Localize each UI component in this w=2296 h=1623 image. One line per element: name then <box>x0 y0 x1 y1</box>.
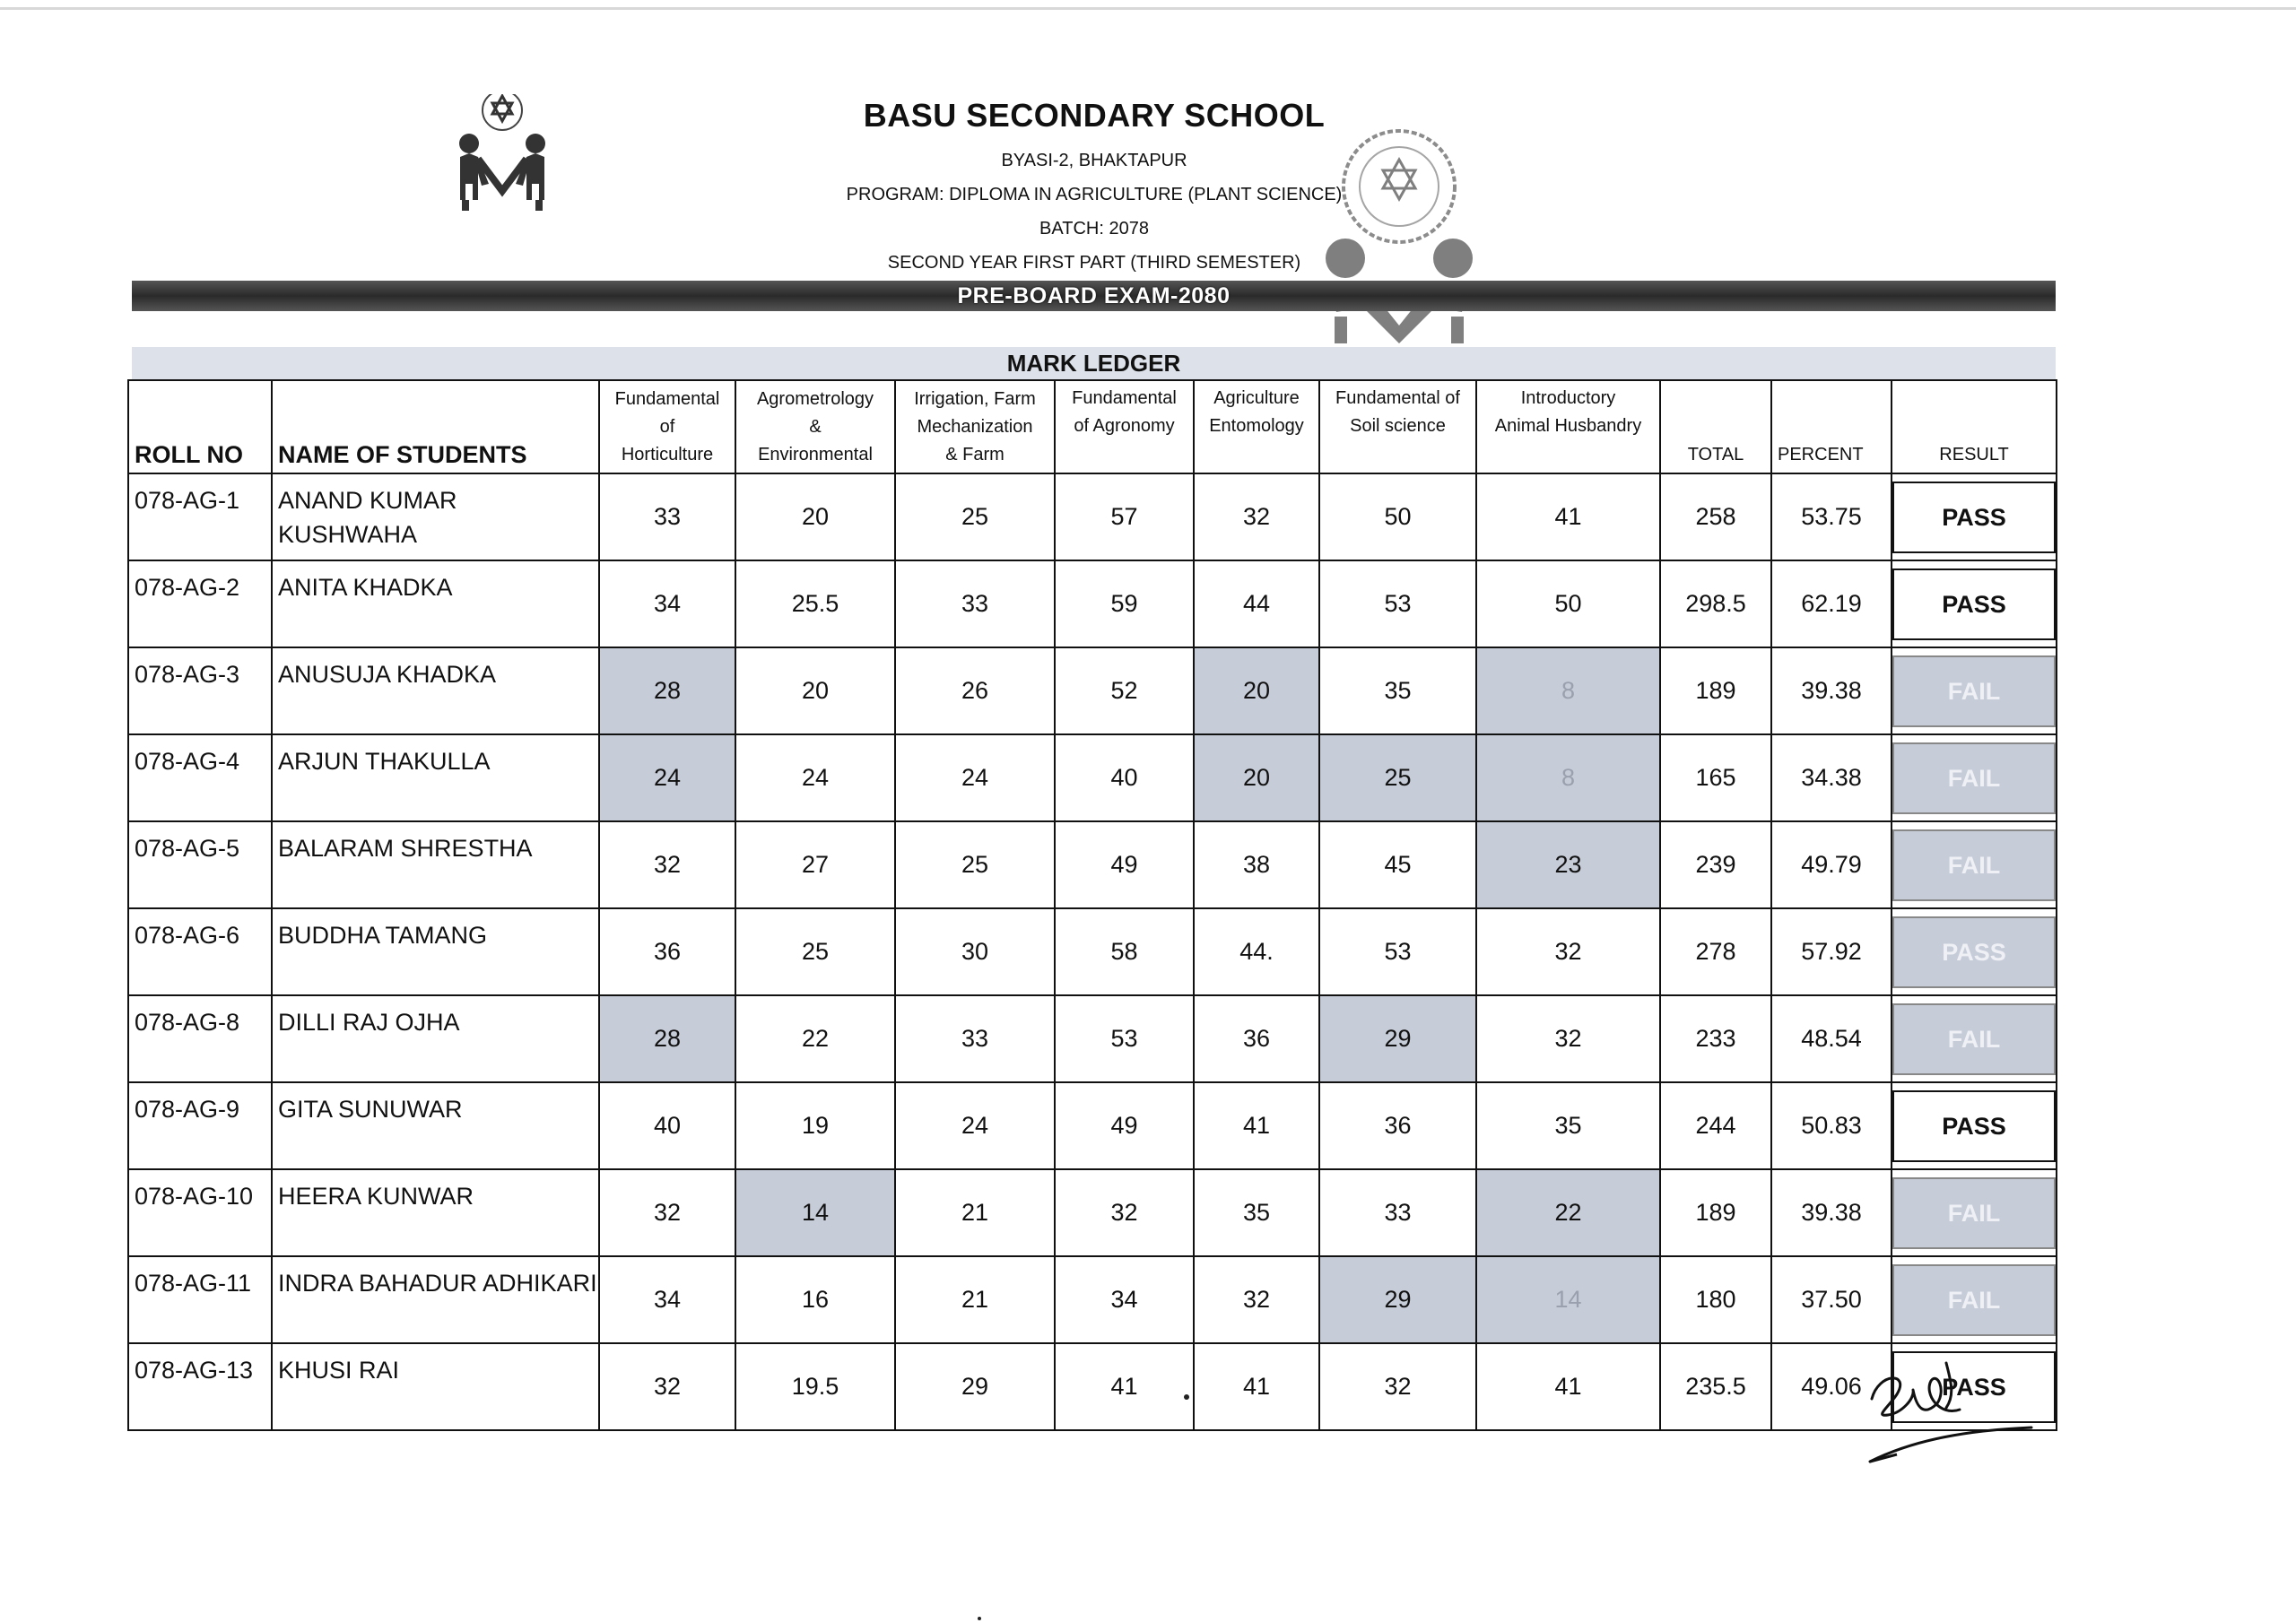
mark-cell-subject-5: 44. <box>1194 908 1319 995</box>
header-percent: PERCENT <box>1771 380 1892 473</box>
table-row <box>128 734 2057 821</box>
mark-cell-subject-1: 28 <box>599 995 735 1082</box>
mark-cell-subject-1: 32 <box>599 821 735 908</box>
scan-speck <box>978 1617 981 1620</box>
mark-cell-subject-4: 34 <box>1055 1256 1194 1343</box>
roll-number-cell: 078-AG-13 <box>128 1343 272 1430</box>
percent-cell: 57.92 <box>1771 908 1892 995</box>
mark-cell-subject-2: 24 <box>735 734 895 821</box>
school-logo-icon <box>453 94 552 213</box>
mark-cell-subject-2: 19 <box>735 1082 895 1169</box>
scan-top-edge <box>0 7 2296 10</box>
result-cell <box>1892 1256 2057 1343</box>
result-badge: PASS <box>1892 1090 2056 1162</box>
mark-cell-subject-5: 41 <box>1194 1082 1319 1169</box>
ledger-title: MARK LEDGER <box>132 347 2056 379</box>
result-cell <box>1892 1169 2057 1256</box>
roll-number-cell: 078-AG-3 <box>128 647 272 734</box>
mark-cell-subject-3: 33 <box>895 995 1055 1082</box>
header-name: NAME OF STUDENTS <box>272 380 599 473</box>
mark-cell-subject-7: 22 <box>1476 1169 1660 1256</box>
total-cell: 235.5 <box>1660 1343 1771 1430</box>
mark-cell-subject-6: 50 <box>1319 473 1476 560</box>
mark-cell-subject-2: 25.5 <box>735 560 895 647</box>
roll-number-cell: 078-AG-4 <box>128 734 272 821</box>
result-badge: FAIL <box>1892 829 2056 901</box>
table-row <box>128 1169 2057 1256</box>
mark-cell-subject-6: 53 <box>1319 908 1476 995</box>
mark-cell-subject-7: 23 <box>1476 821 1660 908</box>
percent-cell: 37.50 <box>1771 1256 1892 1343</box>
total-cell: 258 <box>1660 473 1771 560</box>
result-cell <box>1892 821 2057 908</box>
percent-cell: 50.83 <box>1771 1082 1892 1169</box>
result-cell <box>1892 560 2057 647</box>
student-name-cell: GITA SUNUWAR <box>272 1082 599 1169</box>
percent-cell: 49.06 <box>1771 1343 1892 1430</box>
header-result: RESULT <box>1892 380 2057 473</box>
total-cell: 233 <box>1660 995 1771 1082</box>
mark-cell-subject-3: 24 <box>895 1082 1055 1169</box>
mark-cell-subject-5: 44 <box>1194 560 1319 647</box>
student-name-cell: BALARAM SHRESTHA <box>272 821 599 908</box>
mark-cell-subject-2: 27 <box>735 821 895 908</box>
program-line: PROGRAM: DIPLOMA IN AGRICULTURE (PLANT SCIENCE) <box>846 185 1343 204</box>
mark-cell-subject-4: 58 <box>1055 908 1194 995</box>
total-cell: 298.5 <box>1660 560 1771 647</box>
roll-number-cell: 078-AG-6 <box>128 908 272 995</box>
mark-cell-subject-5: 41 <box>1194 1343 1319 1430</box>
mark-cell-subject-2: 20 <box>735 473 895 560</box>
mark-cell-subject-5: 35 <box>1194 1169 1319 1256</box>
total-cell: 189 <box>1660 1169 1771 1256</box>
mark-cell-subject-4: 32 <box>1055 1169 1194 1256</box>
mark-cell-subject-3: 26 <box>895 647 1055 734</box>
student-name-cell: KHUSI RAI <box>272 1343 599 1430</box>
mark-cell-subject-6: 53 <box>1319 560 1476 647</box>
percent-cell: 34.38 <box>1771 734 1892 821</box>
student-name-cell: DILLI RAJ OJHA <box>272 995 599 1082</box>
mark-ledger-table <box>127 379 2057 1431</box>
roll-number-cell: 078-AG-8 <box>128 995 272 1082</box>
result-badge: FAIL <box>1892 1264 2056 1336</box>
header-subject-1: Fundamental of Horticulture <box>599 380 735 473</box>
school-stamp-icon <box>1309 124 1489 348</box>
mark-cell-subject-1: 32 <box>599 1343 735 1430</box>
mark-cell-subject-4: 53 <box>1055 995 1194 1082</box>
total-cell: 189 <box>1660 647 1771 734</box>
mark-cell-subject-1: 40 <box>599 1082 735 1169</box>
percent-cell: 39.38 <box>1771 1169 1892 1256</box>
mark-cell-subject-6: 29 <box>1319 995 1476 1082</box>
mark-cell-subject-6: 45 <box>1319 821 1476 908</box>
result-cell <box>1892 647 2057 734</box>
student-name-cell: BUDDHA TAMANG <box>272 908 599 995</box>
roll-number-cell: 078-AG-9 <box>128 1082 272 1169</box>
student-name-cell: INDRA BAHADUR ADHIKARI <box>272 1256 599 1343</box>
student-name-cell: ANUSUJA KHADKA <box>272 647 599 734</box>
total-cell: 239 <box>1660 821 1771 908</box>
mark-cell-subject-1: 36 <box>599 908 735 995</box>
mark-cell-subject-2: 25 <box>735 908 895 995</box>
table-row <box>128 560 2057 647</box>
result-badge: PASS <box>1892 916 2056 988</box>
mark-cell-subject-5: 32 <box>1194 1256 1319 1343</box>
table-row <box>128 1082 2057 1169</box>
mark-cell-subject-3: 33 <box>895 560 1055 647</box>
scan-speck <box>1184 1394 1189 1400</box>
mark-cell-subject-1: 32 <box>599 1169 735 1256</box>
header-subject-5: Agriculture Entomology <box>1194 380 1319 473</box>
mark-cell-subject-4: 59 <box>1055 560 1194 647</box>
mark-cell-subject-7: 50 <box>1476 560 1660 647</box>
student-name-cell: ANITA KHADKA <box>272 560 599 647</box>
mark-cell-subject-1: 24 <box>599 734 735 821</box>
student-name-cell: ANAND KUMAR KUSHWAHA <box>272 473 599 560</box>
table-row <box>128 908 2057 995</box>
header-subject-6: Fundamental of Soil science <box>1319 380 1476 473</box>
table-row <box>128 473 2057 560</box>
result-cell <box>1892 1082 2057 1169</box>
mark-cell-subject-4: 40 <box>1055 734 1194 821</box>
mark-cell-subject-3: 25 <box>895 473 1055 560</box>
mark-cell-subject-2: 19.5 <box>735 1343 895 1430</box>
mark-cell-subject-1: 34 <box>599 1256 735 1343</box>
roll-number-cell: 078-AG-11 <box>128 1256 272 1343</box>
mark-cell-subject-2: 16 <box>735 1256 895 1343</box>
result-badge: PASS <box>1892 1351 2056 1423</box>
mark-cell-subject-4: 49 <box>1055 1082 1194 1169</box>
table-row <box>128 1343 2057 1430</box>
exam-title: PRE-BOARD EXAM-2080 <box>957 283 1231 308</box>
school-name: BASU SECONDARY SCHOOL <box>863 97 1326 134</box>
mark-cell-subject-3: 21 <box>895 1169 1055 1256</box>
percent-cell: 53.75 <box>1771 473 1892 560</box>
student-name-cell: ARJUN THAKULLA <box>272 734 599 821</box>
result-badge: FAIL <box>1892 742 2056 814</box>
percent-cell: 39.38 <box>1771 647 1892 734</box>
batch-line: BATCH: 2078 <box>1039 219 1149 239</box>
mark-cell-subject-7: 8 <box>1476 734 1660 821</box>
mark-cell-subject-5: 32 <box>1194 473 1319 560</box>
mark-cell-subject-5: 36 <box>1194 995 1319 1082</box>
mark-cell-subject-7: 32 <box>1476 908 1660 995</box>
mark-cell-subject-3: 25 <box>895 821 1055 908</box>
mark-cell-subject-5: 20 <box>1194 647 1319 734</box>
percent-cell: 48.54 <box>1771 995 1892 1082</box>
table-row <box>128 821 2057 908</box>
total-cell: 244 <box>1660 1082 1771 1169</box>
header-subject-2: Agrometrology & Environmental <box>735 380 895 473</box>
mark-cell-subject-7: 41 <box>1476 473 1660 560</box>
mark-cell-subject-6: 29 <box>1319 1256 1476 1343</box>
mark-cell-subject-1: 33 <box>599 473 735 560</box>
table-header-row <box>128 380 2057 473</box>
header-total: TOTAL <box>1660 380 1771 473</box>
roll-number-cell: 078-AG-2 <box>128 560 272 647</box>
result-badge: FAIL <box>1892 1003 2056 1075</box>
mark-cell-subject-6: 32 <box>1319 1343 1476 1430</box>
result-badge: PASS <box>1892 568 2056 640</box>
mark-cell-subject-3: 29 <box>895 1343 1055 1430</box>
result-badge: FAIL <box>1892 1177 2056 1249</box>
mark-cell-subject-2: 20 <box>735 647 895 734</box>
mark-cell-subject-7: 14 <box>1476 1256 1660 1343</box>
mark-cell-subject-1: 28 <box>599 647 735 734</box>
mark-cell-subject-6: 35 <box>1319 647 1476 734</box>
school-address: BYASI-2, BHAKTAPUR <box>1001 151 1187 170</box>
mark-cell-subject-4: 49 <box>1055 821 1194 908</box>
header-roll: ROLL NO <box>128 380 272 473</box>
result-cell <box>1892 734 2057 821</box>
mark-cell-subject-7: 41 <box>1476 1343 1660 1430</box>
result-cell <box>1892 473 2057 560</box>
mark-cell-subject-3: 30 <box>895 908 1055 995</box>
header-subject-4: Fundamental of Agronomy <box>1055 380 1194 473</box>
mark-cell-subject-7: 8 <box>1476 647 1660 734</box>
roll-number-cell: 078-AG-1 <box>128 473 272 560</box>
mark-cell-subject-7: 35 <box>1476 1082 1660 1169</box>
total-cell: 278 <box>1660 908 1771 995</box>
mark-cell-subject-6: 33 <box>1319 1169 1476 1256</box>
mark-cell-subject-7: 32 <box>1476 995 1660 1082</box>
mark-cell-subject-3: 21 <box>895 1256 1055 1343</box>
student-name-cell: HEERA KUNWAR <box>272 1169 599 1256</box>
table-row <box>128 647 2057 734</box>
signature-icon <box>1861 1354 2040 1480</box>
mark-cell-subject-4: 52 <box>1055 647 1194 734</box>
exam-banner <box>132 281 2056 311</box>
table-row <box>128 995 2057 1082</box>
roll-number-cell: 078-AG-5 <box>128 821 272 908</box>
result-cell <box>1892 908 2057 995</box>
mark-cell-subject-6: 25 <box>1319 734 1476 821</box>
header-subject-7: Introductory Animal Husbandry <box>1476 380 1660 473</box>
result-badge: FAIL <box>1892 655 2056 727</box>
mark-cell-subject-3: 24 <box>895 734 1055 821</box>
result-cell <box>1892 995 2057 1082</box>
semester-line: SECOND YEAR FIRST PART (THIRD SEMESTER) <box>887 253 1301 273</box>
table-body <box>128 473 2057 1430</box>
mark-cell-subject-5: 20 <box>1194 734 1319 821</box>
total-cell: 165 <box>1660 734 1771 821</box>
mark-cell-subject-2: 14 <box>735 1169 895 1256</box>
roll-number-cell: 078-AG-10 <box>128 1169 272 1256</box>
mark-cell-subject-2: 22 <box>735 995 895 1082</box>
mark-cell-subject-5: 38 <box>1194 821 1319 908</box>
percent-cell: 62.19 <box>1771 560 1892 647</box>
total-cell: 180 <box>1660 1256 1771 1343</box>
header-subject-3: Irrigation, Farm Mechanization & Farm <box>895 380 1055 473</box>
result-badge: PASS <box>1892 482 2056 553</box>
mark-cell-subject-4: 41 <box>1055 1343 1194 1430</box>
mark-cell-subject-1: 34 <box>599 560 735 647</box>
table-row <box>128 1256 2057 1343</box>
percent-cell: 49.79 <box>1771 821 1892 908</box>
mark-cell-subject-6: 36 <box>1319 1082 1476 1169</box>
mark-cell-subject-4: 57 <box>1055 473 1194 560</box>
